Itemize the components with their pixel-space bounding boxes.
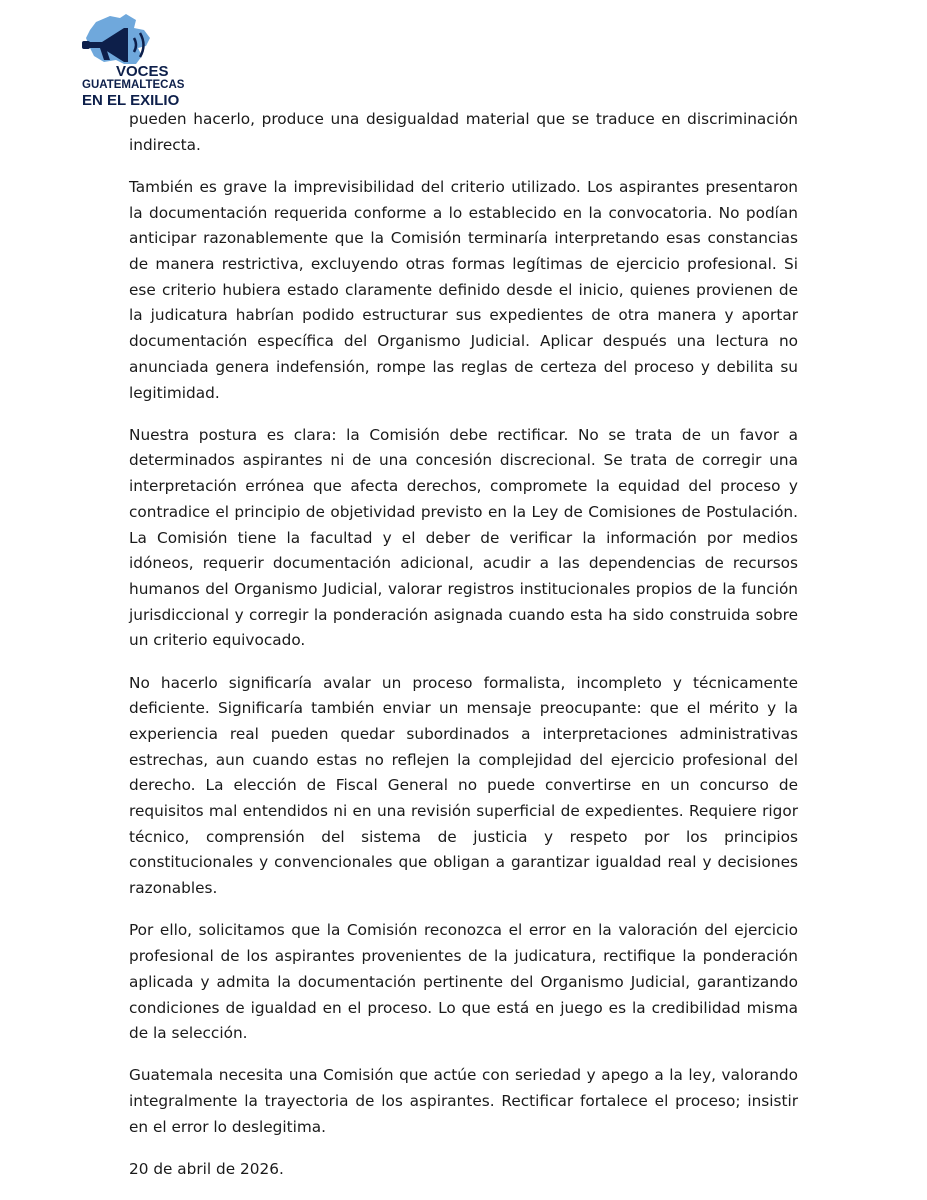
logo-wordmark [82, 63, 185, 109]
logo-line-3: EN EL EXILIO [82, 91, 180, 109]
logo-line-1: VOCES [116, 63, 169, 80]
megaphone-map-icon [80, 14, 172, 68]
paragraph: pueden hacerlo, produce una desigualdad material que se traduce en discriminación indirecta. [129, 110, 798, 154]
paragraph: Nuestra postura es clara: la Comisión debe rectificar. No se trata de un favor a determinados aspirantes ni de una concesión discrecional. Se trata de corregir una interpretación errónea que afecta derechos, compromete la equidad del proceso y contradice el principio de objetividad previsto en la Ley de Comisiones de Postulación. La Comisión tiene la facultad y el deber de verificar la información por medios idóneos, requerir documentación adicional, acudir a las dependencias de recursos humanos del Organismo Judicial, valorar registros institucionales propios de la función jurisdiccional y corregir la ponderación asignada cuando esta ha sido construida sobre un criterio equivocado. [129, 425, 798, 650]
paragraph: Por ello, solicitamos que la Comisión reconozca el error en la valoración del ejercicio profesional de los aspirantes provenientes de la judicatura, rectifique la ponderación aplicada y admita la documentación pertinente del Organismo Judicial, garantizando condiciones de igualdad en el proceso. Lo que está en juego es la credibilidad misma de la selección. [129, 921, 798, 1043]
paragraph: También es grave la imprevisibilidad del criterio utilizado. Los aspirantes presentaron la documentación requerida conforme a lo establecido en la convocatoria. No podían anticipar razonablemente que la Comisión terminaría interpretando esas constancias de manera restrictiva, excluyendo otras formas legítimas de ejercicio profesional. Si ese criterio hubiera estado claramente definido desde el inicio, quienes provienen de la judicatura habrían podido estructurar sus expedientes de otra manera y aportar documentación específica del Organismo Judicial. Aplicar después una lectura no anunciada genera indefensión, rompe las reglas de certeza del proceso y debilita su legitimidad. [129, 177, 798, 402]
paragraph: Guatemala necesita una Comisión que actúe con seriedad y apego a la ley, valorando integralmente la trayectoria de los aspirantes. Rectificar fortalece el proceso; insistir en el error lo deslegitima. [129, 1066, 798, 1136]
document-body [129, 107, 798, 1199]
paragraph: No hacerlo significaría avalar un proceso formalista, incompleto y técnicamente deficiente. Significaría también enviar un mensaje preocupante: que el mérito y la experiencia real pueden quedar subordinados a interpretaciones administrativas estrechas, aun cuando estas no reflejen la complejidad del ejercicio profesional del derecho. La elección de Fiscal General no puede convertirse en un concurso de requisitos mal entendidos ni en una revisión superficial de expedientes. Requiere rigor técnico, comprensión del sistema de justicia y respeto por los principios constitucionales y convencionales que obligan a garantizar igualdad real y decisiones razonables. [129, 673, 798, 898]
logo-line-2: GUATEMALTECAS [82, 79, 185, 91]
document-date: 20 de abril de 2026. [129, 1160, 284, 1179]
logo [80, 14, 185, 109]
